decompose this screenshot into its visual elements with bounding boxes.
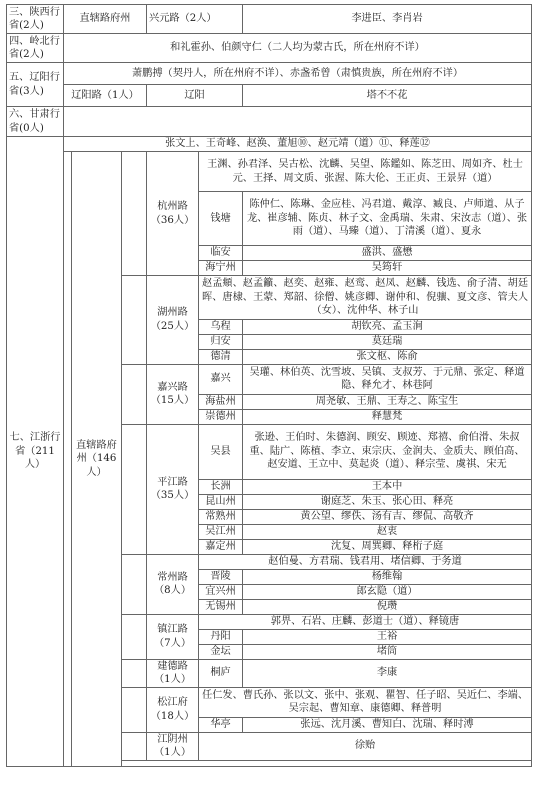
- subregion-cell: 兴元路（2人）: [147, 5, 243, 34]
- names-cell: 和礼霍孙、伯颜守仁（二人均为蒙古氏，所在州府不详）: [64, 34, 532, 63]
- names-cell: 赵孟頫、赵孟籲、赵奕、赵雍、赵鸾、赵凤、赵麟、钱选、俞子清、胡廷晖、唐棣、王蒙、郑韶、徐僧、姚彦卿、谢仲和、倪骧、夏文彦、管夫人（女）、沈仲华、林子山: [199, 276, 532, 320]
- names-cell: 张远、沈月溪、曹知白、沈瑞、释时溥: [243, 717, 532, 732]
- names-cell: 张文枢、陈俞: [243, 349, 532, 364]
- painter-distribution-table: [6, 4, 532, 767]
- route-cell: 辽阳路（1人）: [64, 85, 147, 107]
- spacer-cell: [122, 659, 147, 687]
- names-cell: 胡钦亮、孟玉涧: [243, 319, 532, 334]
- county-cell: 钱塘: [199, 192, 243, 246]
- county-cell: 嘉定州: [199, 539, 243, 554]
- province-cell-shaanxi: 三、陕西行省(2人): [7, 5, 64, 34]
- names-cell: 王本中: [243, 479, 532, 494]
- names-cell: 张逊、王伯时、朱德润、顾安、顾迹、郑禧、俞伯滑、朱叔重、陆广、陈植、李立、束宗庆、金润夫、金质夫、顾伯高、赵安道、王立中、莫起炎（道）、释宗莹、虞祺、宋无: [243, 424, 532, 479]
- names-cell: 赵衷: [243, 524, 532, 539]
- route-cell-jiangyin: 江阴州（1人）: [147, 732, 199, 760]
- names-cell: 释慧梵: [243, 409, 532, 424]
- names-cell: 萧鹏搏（契丹人，所在州府不详）、赤盏希曾（肃慎贵族，所在州府不详）: [64, 63, 532, 85]
- table-row: [7, 63, 532, 85]
- province-cell-lingbei: 四、岭北行省(2人): [7, 34, 64, 63]
- county-cell: 崇德州: [199, 409, 243, 424]
- table-row: [7, 137, 532, 152]
- spacer-cell: [122, 687, 147, 732]
- names-cell: 沈复、周巽卿、释桁子庭: [243, 539, 532, 554]
- county-cell: 海盐州: [199, 394, 243, 409]
- route-cell-hangzhou: 杭州路（36人）: [147, 152, 199, 276]
- names-cell: 黄公望、缪佚、汤有吉、缪侃、高敬齐: [243, 509, 532, 524]
- names-cell: 李进臣、李肖岩: [243, 5, 532, 34]
- table-row: [7, 34, 532, 63]
- names-cell: 李康: [243, 659, 532, 687]
- names-cell: 郭畀、石岩、庄麟、彭道士（道）、释镜唐: [199, 614, 532, 629]
- spacer-cell: [122, 152, 147, 276]
- names-cell: 王裕: [243, 629, 532, 644]
- names-cell: 杨维翰: [243, 569, 532, 584]
- names-cell: 郎玄隐（道）: [243, 584, 532, 599]
- names-cell: 任仁发、曹氏孙、张以文、张中、张观、瞿智、任子昭、吴近仁、李端、吴宗起、曹知章、康德卿、释普明: [199, 687, 532, 717]
- spacer-cell: [122, 554, 147, 614]
- spacer-cell: [122, 364, 147, 424]
- county-cell: 丹阳: [199, 629, 243, 644]
- county-cell: 德清: [199, 349, 243, 364]
- county-cell: 晋陵: [199, 569, 243, 584]
- table-row: [7, 5, 532, 34]
- names-cell: 莫廷瑞: [243, 334, 532, 349]
- route-cell-jiaxing: 嘉兴路（15人）: [147, 364, 199, 424]
- county-cell: 乌程: [199, 319, 243, 334]
- county-cell: 华亭: [199, 717, 243, 732]
- names-cell: 盛洪、盛懋: [243, 246, 532, 261]
- names-cell: 塔不不花: [243, 85, 532, 107]
- names-cell: 倪瓒: [243, 599, 532, 614]
- route-cell-zhenjiang: 镇江路（7人）: [147, 614, 199, 659]
- zhixia-cell: 直辖路府州（146人）: [72, 152, 122, 767]
- city-cell: 辽阳: [147, 85, 243, 107]
- county-cell: 长洲: [199, 479, 243, 494]
- empty-cell: [64, 107, 532, 137]
- names-cell: 张文上、王奇峰、赵涣、董旭⑩、赵元靖（道）⑪、释莲⑫: [64, 137, 532, 152]
- county-cell: 嘉兴: [199, 364, 243, 394]
- route-cell-changzhou: 常州路（8人）: [147, 554, 199, 614]
- names-cell: 王渊、孙君泽、吴古松、沈麟、吴望、陈鑑如、陈芝田、周如齐、杜士元、王择、周文质、张渥、陈大伦、王正贞、王景昇（道）: [199, 152, 532, 192]
- county-cell: 归安: [199, 334, 243, 349]
- county-cell: 昆山州: [199, 494, 243, 509]
- names-cell: 赵伯曼、方君瑞、钱君用、堵信卿、于务道: [199, 554, 532, 569]
- table-row: [7, 152, 532, 192]
- province-cell-liaoyang: 五、辽阳行省(3人): [7, 63, 64, 107]
- county-cell: 无锡州: [199, 599, 243, 614]
- names-cell: 徐贻: [199, 732, 532, 760]
- county-cell: 吴县: [199, 424, 243, 479]
- names-cell: 吴筠轩: [243, 261, 532, 276]
- county-cell: 金坛: [199, 644, 243, 659]
- empty-cell: [122, 760, 532, 766]
- route-cell-pingjiang: 平江路（35人）: [147, 424, 199, 554]
- names-cell: 周尧敏、王鼎、王寿之、陈宝生: [243, 394, 532, 409]
- names-cell: 陈仲仁、陈琳、金应桂、冯君道、戴淳、臧良、卢师道、从子龙、崔彦辅、陈贞、林子文、金禹瑞、朱肃、宋汝志（道）、张雨（道）、马臻（道）、丁清溪（道）、夏永: [243, 192, 532, 246]
- county-cell: 临安: [199, 246, 243, 261]
- table-row: [7, 107, 532, 137]
- route-cell-songjiang: 松江府（18人）: [147, 687, 199, 732]
- spacer-cell: [64, 152, 72, 767]
- names-cell: 吴瓘、林伯英、沈雪坡、吴镇、支叔芳、于元鼎、张定、释道隐、释允才、林巷阿: [243, 364, 532, 394]
- spacer-cell: [122, 614, 147, 659]
- county-cell: 宜兴州: [199, 584, 243, 599]
- table-row: [7, 85, 532, 107]
- county-cell: 吴江州: [199, 524, 243, 539]
- county-cell: 海宁州: [199, 261, 243, 276]
- route-cell-huzhou: 湖州路（25人）: [147, 276, 199, 365]
- county-cell: 桐庐: [199, 659, 243, 687]
- province-cell-gansu: 六、甘肃行省(0人): [7, 107, 64, 137]
- spacer-cell: [122, 424, 147, 554]
- spacer-cell: [122, 732, 147, 760]
- route-cell-jiande: 建德路（1人）: [147, 659, 199, 687]
- names-cell: 堵筒: [243, 644, 532, 659]
- province-cell-zhejiang: 七、江浙行省（211人）: [7, 137, 64, 767]
- spacer-cell: [122, 276, 147, 365]
- names-cell: 谢庭芝、朱玉、张心田、释亮: [243, 494, 532, 509]
- county-cell: 常熟州: [199, 509, 243, 524]
- route-cell: 直辖路府州: [64, 5, 147, 34]
